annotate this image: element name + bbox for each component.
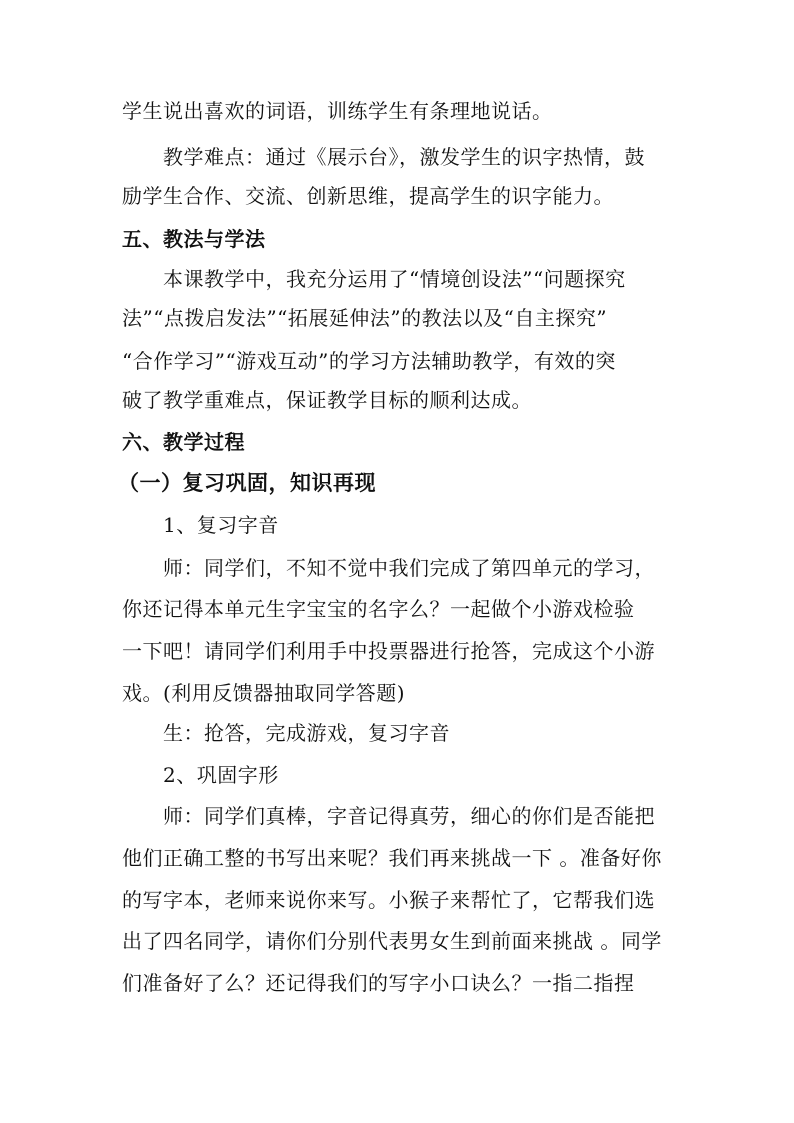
paragraph-line: 戏。(利用反馈器抽取同学答题) (122, 681, 406, 705)
paragraph-line: 们准备好了么？还记得我们的写字小口诀么？一指二指捏 (122, 971, 635, 995)
subsection-heading: （一）复习巩固，知识再现 (118, 471, 376, 495)
item-heading: 1、复习字音 (163, 513, 279, 537)
paragraph-line: 法”“点拨启发法”“拓展延伸法”的教法以及“自主探究” (122, 306, 608, 330)
paragraph-line: 师：同学们真棒，字音记得真劳，细心的你们是否能把 (163, 804, 655, 828)
paragraph-line: 你还记得本单元生字宝宝的名字么？一起做个小游戏检验 (122, 597, 635, 621)
paragraph-line: 他们正确工整的书写出来呢？我们再来挑战一下 。准备好你 (122, 846, 662, 870)
paragraph-line: 的写字本，老师来说你来写。小猴子来帮忙了，它帮我们选 (122, 888, 655, 912)
paragraph-line: 出了四名同学，请你们分别代表男女生到前面来挑战 。同学 (122, 929, 662, 953)
paragraph-line: 破了教学重难点，保证教学目标的顺利达成。 (122, 388, 532, 412)
paragraph-line: 一下吧！请同学们利用手中投票器进行抢答，完成这个小游 (122, 639, 655, 663)
paragraph-line: 师：同学们，不知不觉中我们完成了第四单元的学习， (163, 556, 655, 580)
item-heading: 2、巩固字形 (163, 763, 279, 787)
section-heading: 五、教法与学法 (122, 227, 266, 251)
paragraph-line: 励学生合作、交流、创新思维，提高学生的识字能力。 (122, 184, 614, 208)
paragraph-line: 生：抢答，完成游戏，复习字音 (163, 721, 450, 745)
paragraph-line: “合作学习”“游戏互动”的学习方法辅助教学，有效的突 (122, 349, 616, 373)
paragraph-line: 学生说出喜欢的词语，训练学生有条理地说话。 (122, 99, 553, 123)
paragraph-line: 教学难点：通过《展示台》，激发学生的识字热情，鼓 (163, 145, 645, 169)
section-heading: 六、教学过程 (122, 430, 245, 454)
paragraph-line: 本课教学中，我充分运用了“情境创设法”“问题探究 (163, 267, 626, 291)
